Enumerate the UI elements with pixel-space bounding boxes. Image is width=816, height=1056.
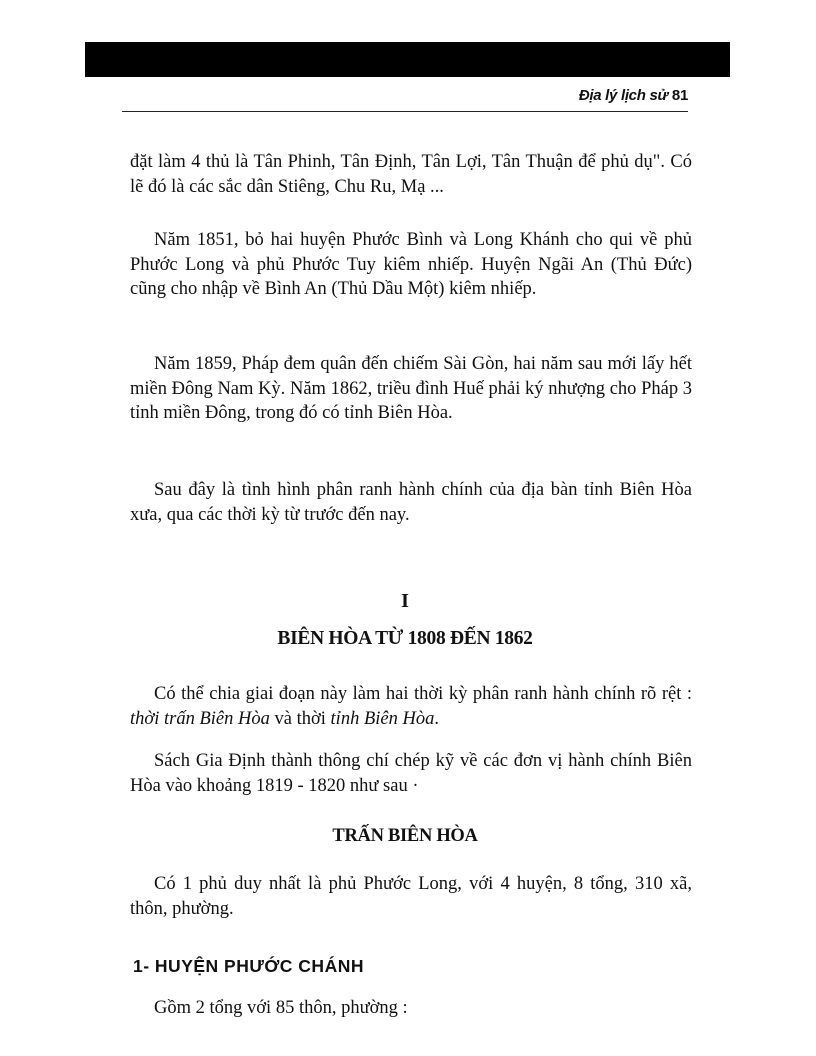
paragraph-2: Năm 1851, bỏ hai huyện Phước Bình và Long Khánh cho qui về phủ Phước Long và phủ Phước Tuy kiêm nhiếp. Huyện Ngãi An (Thủ Đức) cũng cho nhập về Bình An (Thủ Dầu Một) kiêm nhiếp. — [130, 230, 692, 299]
paragraph-7: Có 1 phủ duy nhất là phủ Phước Long, với 4 huyện, 8 tổng, 310 xã, thôn, phường. — [130, 874, 692, 919]
paragraph-5-text-end: . — [434, 708, 439, 729]
paragraph-6: Sách Gia Định thành thông chí chép kỹ về các đơn vị hành chính Biên Hòa vào khoảng 1819 - 1820 như sau · — [130, 751, 692, 796]
section-title: BIÊN HÒA TỪ 1808 ĐẾN 1862 — [277, 628, 533, 649]
paragraph-3: Năm 1859, Pháp đem quân đến chiếm Sài Gòn, hai năm sau mới lấy hết miền Đông Nam Kỳ. Năm 1862, triều đình Huế phải ký nhượng cho Pháp 3 tỉnh miền Đông, trong đó có tỉnh Biên Hòa. — [130, 354, 692, 423]
section-number: I — [401, 590, 409, 612]
page-number: 81 — [671, 87, 688, 104]
paragraph-5-text-mid: và thời — [269, 708, 331, 729]
paragraph-4: Sau đây là tình hình phân ranh hành chính của địa bàn tỉnh Biên Hòa xưa, qua các thời kỳ từ trước đến nay. — [130, 480, 692, 525]
scan-top-bar — [85, 42, 730, 77]
subsection-title: TRẤN BIÊN HÒA — [332, 826, 478, 846]
paragraph-5-text-start: Có thể chia giai đoạn này làm hai thời kỳ phân ranh hành chính rõ rệt : — [154, 684, 692, 704]
paragraph-5 — [130, 682, 692, 731]
header-rule — [122, 111, 688, 112]
paragraph-1: đặt làm 4 thủ là Tân Phinh, Tân Định, Tân Lợi, Tân Thuận để phủ dụ". Có lẽ đó là các sắc dân Stiêng, Chu Ru, Mạ ... — [130, 152, 692, 197]
running-title: Địa lý lịch sử — [578, 87, 668, 104]
paragraph-5-emphasis-1: thời trấn Biên Hòa — [130, 708, 270, 729]
paragraph-5-emphasis-2: tỉnh Biên Hòa — [330, 708, 435, 729]
district-heading: 1- HUYỆN PHƯỚC CHÁNH — [133, 956, 364, 976]
paragraph-8: Gồm 2 tổng với 85 thôn, phường : — [154, 998, 408, 1018]
running-header — [579, 87, 688, 104]
